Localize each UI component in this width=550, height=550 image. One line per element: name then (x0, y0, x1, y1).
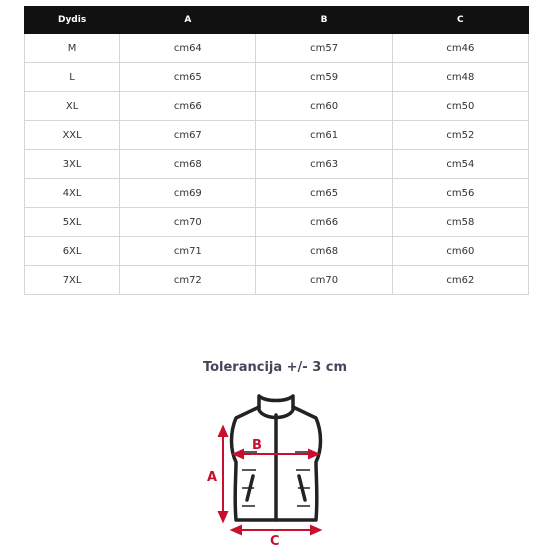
measure-b (234, 450, 318, 458)
c-cell: cm56 (392, 179, 528, 208)
header-size: Dydis (25, 7, 120, 34)
table-row (25, 63, 529, 92)
b-cell: cm57 (256, 34, 392, 63)
label-a: A (207, 470, 218, 485)
size-cell: 6XL (25, 237, 120, 266)
b-cell: cm65 (256, 179, 392, 208)
b-cell: cm59 (256, 63, 392, 92)
c-cell: cm52 (392, 121, 528, 150)
header-b: B (256, 7, 392, 34)
a-cell: cm71 (120, 237, 256, 266)
a-cell: cm69 (120, 179, 256, 208)
table-row (25, 266, 529, 295)
measure-a (219, 427, 227, 521)
label-c: C (270, 534, 280, 549)
size-cell: 4XL (25, 179, 120, 208)
a-cell: cm66 (120, 92, 256, 121)
b-cell: cm60 (256, 92, 392, 121)
c-cell: cm58 (392, 208, 528, 237)
c-cell: cm62 (392, 266, 528, 295)
c-cell: cm48 (392, 63, 528, 92)
c-cell: cm54 (392, 150, 528, 179)
table-row (25, 179, 529, 208)
b-cell: cm66 (256, 208, 392, 237)
table-row (25, 208, 529, 237)
measure-c (232, 526, 320, 534)
vest-quilting (242, 452, 310, 506)
a-cell: cm67 (120, 121, 256, 150)
c-cell: cm46 (392, 34, 528, 63)
vest-outline (232, 396, 321, 520)
size-cell: 7XL (25, 266, 120, 295)
header-c: C (392, 7, 528, 34)
a-cell: cm72 (120, 266, 256, 295)
table-row (25, 150, 529, 179)
a-cell: cm64 (120, 34, 256, 63)
table-row (25, 237, 529, 266)
header-a: A (120, 7, 256, 34)
a-cell: cm70 (120, 208, 256, 237)
size-cell: M (25, 34, 120, 63)
size-table (24, 6, 529, 295)
size-cell: L (25, 63, 120, 92)
table-header-row (25, 7, 529, 34)
c-cell: cm50 (392, 92, 528, 121)
b-cell: cm68 (256, 237, 392, 266)
b-cell: cm61 (256, 121, 392, 150)
tolerance-note: Tolerancija +/- 3 cm (202, 360, 348, 375)
a-cell: cm65 (120, 63, 256, 92)
table-row (25, 121, 529, 150)
a-cell: cm68 (120, 150, 256, 179)
size-cell: 3XL (25, 150, 120, 179)
size-cell: 5XL (25, 208, 120, 237)
c-cell: cm60 (392, 237, 528, 266)
size-cell: XL (25, 92, 120, 121)
b-cell: cm70 (256, 266, 392, 295)
label-b: B (252, 438, 262, 453)
table-row (25, 34, 529, 63)
table-row (25, 92, 529, 121)
size-cell: XXL (25, 121, 120, 150)
b-cell: cm63 (256, 150, 392, 179)
